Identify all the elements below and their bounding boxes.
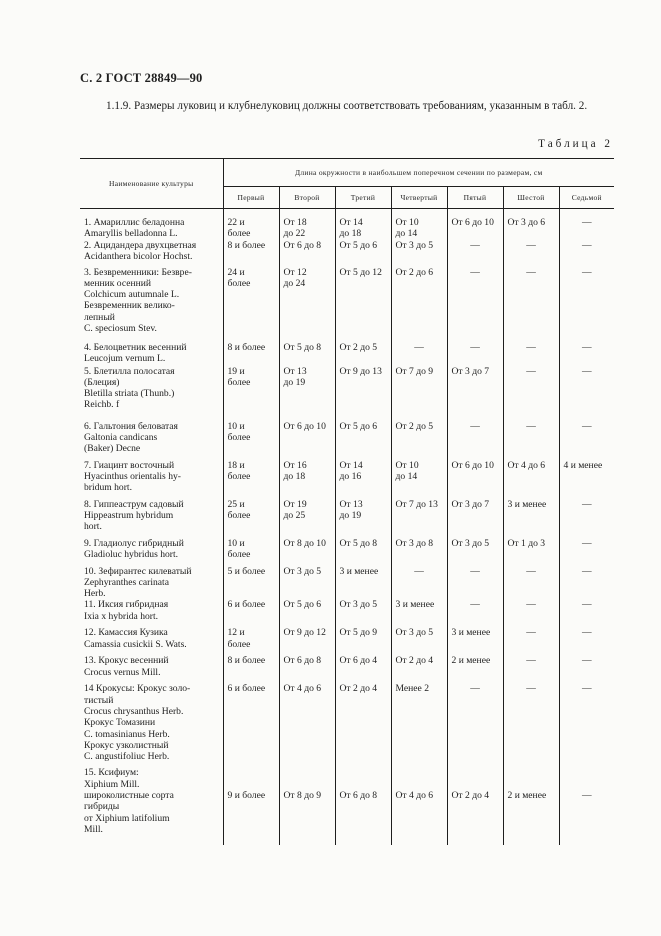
culture-name-cell: 9. Гладиолус гибридный Gladioluc hybridus hort. bbox=[84, 537, 184, 560]
culture-name-cell: 2. Ацидандера двухцветная Acidanthera bicolor Hochst. bbox=[84, 239, 197, 262]
size-value-cell: От 7 до 13 bbox=[391, 499, 447, 538]
size-value-cell: — bbox=[391, 566, 447, 600]
size-value-cell: 6 и более bbox=[223, 599, 279, 627]
size-value-cell: От 8 до 10 bbox=[279, 538, 335, 566]
size-value-cell: От 6 до 10 bbox=[279, 421, 335, 460]
culture-name-cell: 1. Амариллис беладонна Amaryllis belladonna L. bbox=[84, 217, 185, 240]
size-value-cell: — bbox=[559, 209, 614, 240]
size-value-cell: От 6 до 8 bbox=[335, 767, 391, 845]
size-value-cell: 4 и менее bbox=[559, 460, 614, 499]
size-value-cell: От 6 до 8 bbox=[279, 655, 335, 683]
size-header: Первый bbox=[223, 187, 279, 209]
culture-name-cell: 6. Гальтония беловатая Galtonia candicans (Baker) Decne bbox=[84, 420, 178, 455]
size-value-cell: От 5 до 8 bbox=[335, 538, 391, 566]
size-value-cell: — bbox=[447, 421, 503, 460]
culture-name-cell: 8. Гиппеаструм садовый Hippeastrum hybridum hort. bbox=[84, 498, 184, 533]
culture-name-cell: 12. Камассия Кузика Camassia cusickii S. Wats. bbox=[84, 627, 187, 650]
size-value-cell: От 7 до 9 bbox=[391, 366, 447, 421]
size-header: Седьмой bbox=[559, 187, 614, 209]
size-value-cell: — bbox=[447, 342, 503, 366]
size-value-cell: От 2 до 4 bbox=[335, 683, 391, 767]
size-value-cell: 9 и более bbox=[223, 767, 279, 845]
size-value-cell: От 19 до 25 bbox=[279, 499, 335, 538]
size-value-cell: От 3 до 7 bbox=[447, 366, 503, 421]
culture-name-cell: 14 Крокусы: Крокус золо- тистый Crocus chrysanthus Herb. Крокус Томазини C. tomasinianus Herb. Крокус узколистный C. angustifoliuc Herb. bbox=[84, 683, 191, 763]
size-value-cell: От 6 до 8 bbox=[279, 240, 335, 267]
size-value-cell: 2 и менее bbox=[447, 655, 503, 683]
column-header-circumference: Длина окружности в наибольшем поперечном сечении по размерам, см bbox=[223, 159, 614, 187]
size-value-cell: — bbox=[503, 683, 559, 767]
size-value-cell: От 3 до 8 bbox=[391, 538, 447, 566]
size-value-cell: От 5 до 8 bbox=[279, 342, 335, 366]
column-header-name: Наименование культуры bbox=[80, 159, 223, 209]
size-value-cell: — bbox=[391, 342, 447, 366]
size-value-cell: От 2 до 4 bbox=[447, 767, 503, 845]
size-value-cell: От 9 до 12 bbox=[279, 627, 335, 655]
size-value-cell: — bbox=[559, 538, 614, 566]
size-value-cell: 8 и более bbox=[223, 342, 279, 366]
table-caption: Таблица 2 bbox=[538, 138, 613, 150]
size-value-cell: — bbox=[559, 499, 614, 538]
page-header: С. 2 ГОСТ 28849—90 bbox=[80, 71, 203, 85]
size-value-cell: От 2 до 5 bbox=[391, 421, 447, 460]
culture-name-cell: 4. Белоцветник весенний Leucojum vernum L. bbox=[84, 341, 187, 364]
size-value-cell: — bbox=[447, 683, 503, 767]
size-header: Пятый bbox=[447, 187, 503, 209]
size-value-cell: — bbox=[559, 566, 614, 600]
table-row bbox=[80, 655, 614, 683]
size-value-cell: — bbox=[503, 655, 559, 683]
size-value-cell: Менее 2 bbox=[391, 683, 447, 767]
size-value-cell: От 1 до 3 bbox=[503, 538, 559, 566]
size-value-cell: — bbox=[503, 421, 559, 460]
table-row bbox=[80, 627, 614, 655]
size-value-cell: От 9 до 13 bbox=[335, 366, 391, 421]
size-value-cell: — bbox=[559, 599, 614, 627]
size-value-cell: — bbox=[559, 366, 614, 421]
size-value-cell: — bbox=[447, 566, 503, 600]
size-value-cell: 8 и более bbox=[223, 655, 279, 683]
size-value-cell: — bbox=[503, 599, 559, 627]
culture-name-cell: 15. Ксифиум: Xiphium Mill. широколистные сорта гибриды от Xiphium latifolium Mill. bbox=[84, 767, 174, 835]
size-header: Шестой bbox=[503, 187, 559, 209]
size-value-cell: От 5 до 6 bbox=[279, 599, 335, 627]
table-row bbox=[80, 460, 614, 499]
size-value-cell: — bbox=[559, 267, 614, 342]
table-row bbox=[80, 566, 614, 600]
size-value-cell: От 12 до 24 bbox=[279, 267, 335, 342]
size-value-cell: От 13 до 19 bbox=[279, 366, 335, 421]
size-value-cell: От 18 до 22 bbox=[279, 209, 335, 240]
size-value-cell: От 13 до 19 bbox=[335, 499, 391, 538]
size-value-cell: 22 и более bbox=[223, 209, 279, 240]
size-value-cell: От 3 до 5 bbox=[447, 538, 503, 566]
size-value-cell: — bbox=[559, 767, 614, 845]
size-value-cell: От 2 до 5 bbox=[335, 342, 391, 366]
size-value-cell: От 3 до 7 bbox=[447, 499, 503, 538]
size-value-cell: От 5 до 12 bbox=[335, 267, 391, 342]
size-value-cell: 18 и более bbox=[223, 460, 279, 499]
size-value-cell: — bbox=[559, 655, 614, 683]
size-value-cell: — bbox=[503, 366, 559, 421]
size-value-cell: 3 и менее bbox=[391, 599, 447, 627]
size-value-cell: 3 и менее bbox=[335, 566, 391, 600]
culture-name-cell: 13. Крокус весенний Crocus vernus Mill. bbox=[84, 655, 169, 678]
size-value-cell: — bbox=[447, 599, 503, 627]
size-value-cell: — bbox=[559, 342, 614, 366]
size-value-cell: 5 и более bbox=[223, 566, 279, 600]
size-value-cell: 12 и более bbox=[223, 627, 279, 655]
size-value-cell: — bbox=[559, 421, 614, 460]
table-row bbox=[80, 209, 614, 240]
size-header: Второй bbox=[279, 187, 335, 209]
size-value-cell: От 3 до 5 bbox=[279, 566, 335, 600]
table-row bbox=[80, 240, 614, 267]
size-value-cell: 3 и менее bbox=[447, 627, 503, 655]
size-value-cell: 19 и более bbox=[223, 366, 279, 421]
size-value-cell: От 3 до 5 bbox=[335, 599, 391, 627]
table-row bbox=[80, 683, 614, 767]
size-value-cell: От 5 до 9 bbox=[335, 627, 391, 655]
culture-name-cell: 11. Иксия гибридная Ixia x hybrida hort. bbox=[84, 599, 169, 622]
culture-name-cell: 7. Гиацинт восточный Hyacinthus orientalis hy- bridum hort. bbox=[84, 459, 181, 494]
size-value-cell: От 4 до 6 bbox=[503, 460, 559, 499]
intro-paragraph: 1.1.9. Размеры луковиц и клубнелуковиц должны соответствовать требованиям, указанным в табл. 2. bbox=[106, 100, 588, 112]
size-value-cell: От 8 до 9 bbox=[279, 767, 335, 845]
size-value-cell: — bbox=[447, 267, 503, 342]
size-value-cell: От 3 до 6 bbox=[503, 209, 559, 240]
table-row bbox=[80, 599, 614, 627]
table-row bbox=[80, 538, 614, 566]
size-value-cell: — bbox=[503, 240, 559, 267]
size-header: Четвертый bbox=[391, 187, 447, 209]
size-value-cell: 6 и более bbox=[223, 683, 279, 767]
size-value-cell: — bbox=[503, 342, 559, 366]
size-value-cell: — bbox=[503, 627, 559, 655]
table-row bbox=[80, 421, 614, 460]
size-value-cell: От 6 до 4 bbox=[335, 655, 391, 683]
size-value-cell: От 10 до 14 bbox=[391, 209, 447, 240]
size-value-cell: 25 и более bbox=[223, 499, 279, 538]
size-value-cell: — bbox=[559, 627, 614, 655]
size-value-cell: — bbox=[503, 566, 559, 600]
size-value-cell: 24 и более bbox=[223, 267, 279, 342]
size-value-cell: От 10 до 14 bbox=[391, 460, 447, 499]
size-value-cell: — bbox=[559, 240, 614, 267]
table-row bbox=[80, 267, 614, 342]
bulb-size-table bbox=[80, 158, 614, 845]
size-value-cell: 10 и более bbox=[223, 538, 279, 566]
size-value-cell: От 3 до 5 bbox=[391, 627, 447, 655]
size-value-cell: — bbox=[503, 267, 559, 342]
size-value-cell: — bbox=[447, 240, 503, 267]
size-value-cell: От 3 до 5 bbox=[391, 240, 447, 267]
size-value-cell: От 2 до 4 bbox=[391, 655, 447, 683]
table-row bbox=[80, 499, 614, 538]
size-value-cell: От 5 до 6 bbox=[335, 240, 391, 267]
size-value-cell: От 4 до 6 bbox=[391, 767, 447, 845]
size-value-cell: От 2 до 6 bbox=[391, 267, 447, 342]
table-row bbox=[80, 767, 614, 845]
culture-name-cell: 3. Безвременники: Безвре- менник осенний Colchicum autumnale L. Безвременник велико- лепный C. speciosum Stev. bbox=[84, 266, 192, 335]
size-value-cell: От 5 до 6 bbox=[335, 421, 391, 460]
size-header: Третий bbox=[335, 187, 391, 209]
size-value-cell: От 14 до 16 bbox=[335, 460, 391, 499]
size-value-cell: От 14 до 18 bbox=[335, 209, 391, 240]
size-value-cell: От 16 до 18 bbox=[279, 460, 335, 499]
size-value-cell: От 4 до 6 bbox=[279, 683, 335, 767]
table-row bbox=[80, 366, 614, 421]
culture-name-cell: 10. Зефирантес килеватый Zephyranthes carinata Herb. bbox=[84, 565, 192, 600]
size-value-cell: 2 и менее bbox=[503, 767, 559, 845]
size-value-cell: 8 и более bbox=[223, 240, 279, 267]
size-value-cell: 10 и более bbox=[223, 421, 279, 460]
size-value-cell: От 6 до 10 bbox=[447, 460, 503, 499]
culture-name-cell: 5. Блетилла полосатая (Блеция) Bletilla striata (Thunb.) Reichb. f bbox=[84, 365, 175, 411]
size-value-cell: — bbox=[559, 683, 614, 767]
size-value-cell: 3 и менее bbox=[503, 499, 559, 538]
table-row bbox=[80, 342, 614, 366]
size-value-cell: От 6 до 10 bbox=[447, 209, 503, 240]
